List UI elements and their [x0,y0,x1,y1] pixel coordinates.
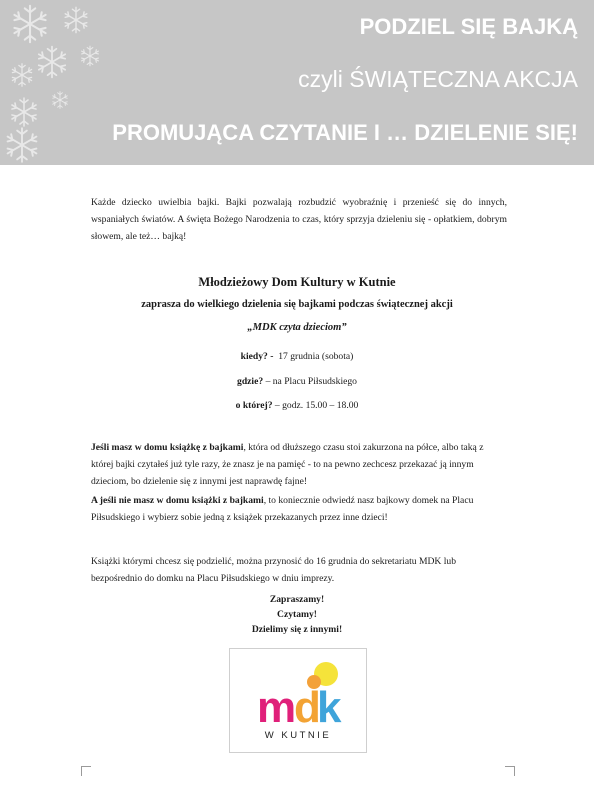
detail-when-value: 17 grudnia (sobota) [278,351,354,362]
banner-title-line2: czyli ŚWIĄTECZNA AKCJA [298,66,578,92]
paragraph-have-book-bold: Jeśli masz w domu książkę z bajkami [91,442,244,453]
paragraph-no-book-bold: A jeśli nie masz w domu książki z bajkami [91,495,264,506]
detail-when-label: kiedy? - [240,351,274,362]
invite-text: zaprasza do wielkiego dzielenia się bajkami podczas świątecznej akcji [141,299,453,310]
svg-text:k: k [317,683,342,732]
header-banner [0,0,594,165]
paragraph-no-book-rest: , to koniecznie odwiedź nasz bajkowy domek na Placu Piłsudskiego i wybierz sobie jedną z książek przekazanych przez inne dzieci! [91,495,474,523]
detail-where-value: – na Placu Piłsudskiego [265,376,357,387]
detail-time [0,400,594,411]
detail-where [0,376,594,387]
svg-text:m: m [257,683,297,732]
detail-time-label: o której? [235,400,273,411]
organizer-name: Młodzieżowy Dom Kultury w Kutnie [198,275,396,289]
detail-when [0,351,594,362]
paragraph-no-book [91,492,507,526]
closing-line-1: Zapraszamy! [269,594,325,605]
banner-title-line1: PODZIEL SIĘ BAJKĄ [359,14,578,39]
snowflake-decoration-icon [0,0,120,165]
banner-title-line3: PROMUJĄCA CZYTANIE I … DZIELENIE SIĘ! [112,120,578,145]
paragraph-drop-off: Książki którymi chcesz się podzielić, można przynosić do 16 grudnia do sekretariatu MDK lub bezpośrednio do domku na Placu Piłsudskiego w dniu imprezy. [91,556,456,584]
logo-caption: W KUTNIE [264,730,332,741]
intro-paragraph: Każde dziecko uwielbia bajki. Bajki pozwalają rozbudzić wyobraźnię i przenieść się do innych, wspaniałych światów. A święta Bożego Narodzenia to czas, który sprzyja dzieleniu się - opłatkiem, dobrym słowem, ale też… bajką! [91,197,507,242]
paragraph-have-book [91,439,507,490]
closing-line-2: Czytamy! [277,609,317,620]
action-name: „MDK czyta dzieciom” [247,322,347,333]
page-corner-mark-right [505,766,515,776]
mdk-logo [229,648,367,753]
closing-line-3: Dzielimy się z innymi! [251,624,343,635]
detail-where-label: gdzie? [237,376,264,387]
svg-text:d: d [294,683,321,732]
page-corner-mark-left [81,766,91,776]
paragraph-have-book-rest: , która od dłuższego czasu stoi zakurzona na półce, albo taką z której bajki czytałeś już tyle razy, że znasz je na pamięć - to na pewno zechcesz przekazać ją innym dzieciom, bo dzielenie się z innymi jest naprawdę fajne! [91,442,484,487]
detail-time-value: – godz. 15.00 – 18.00 [274,400,359,411]
